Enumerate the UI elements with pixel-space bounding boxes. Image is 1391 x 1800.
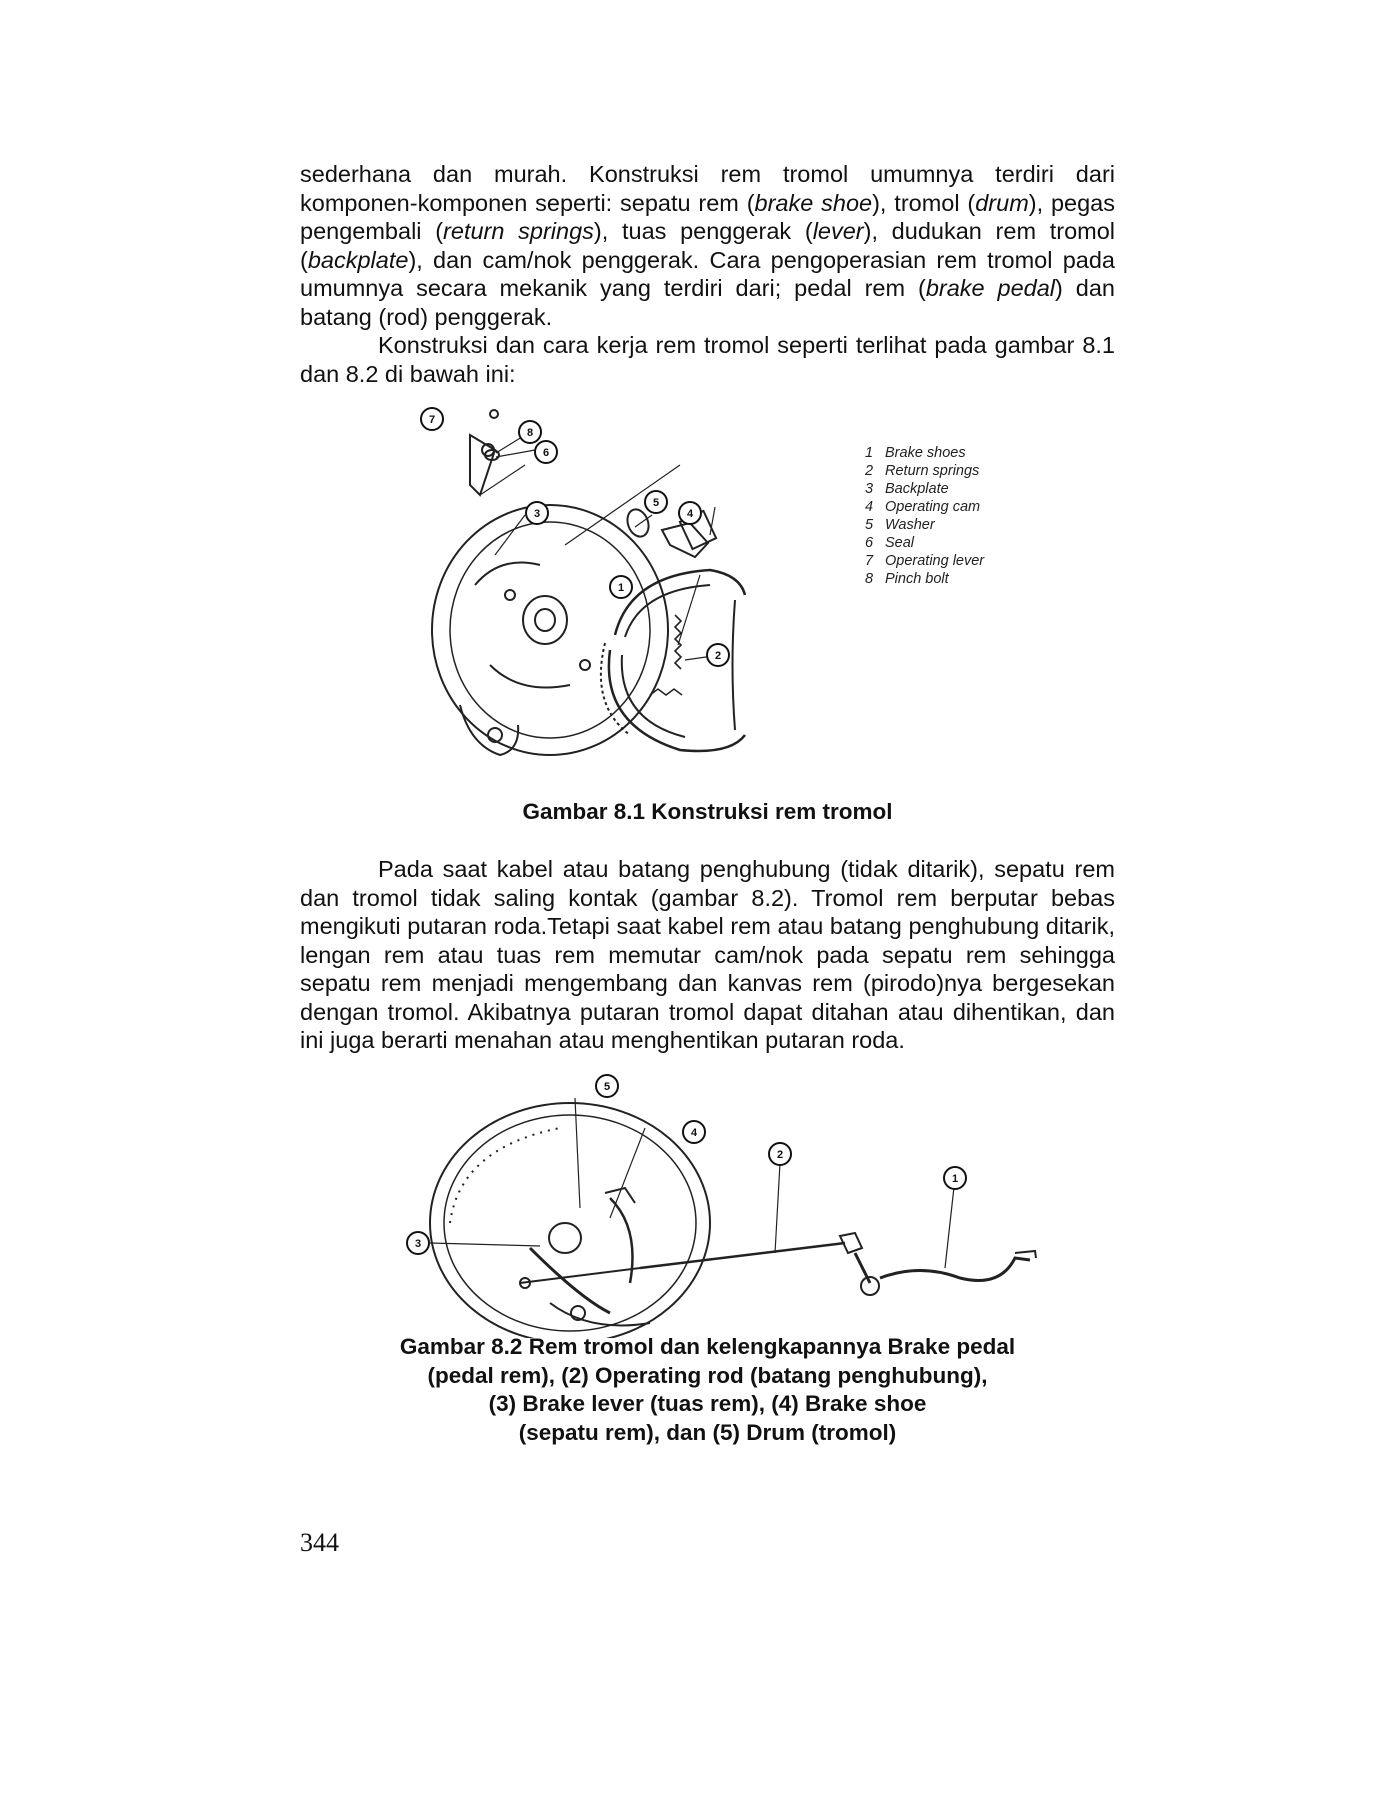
callout-6 <box>535 441 557 463</box>
svg-text:2: 2 <box>776 1149 784 1161</box>
caption-line: Gambar 8.2 Rem tromol dan kelengkapannya Brake pedal <box>399 1334 1016 1359</box>
legend-label: Seal <box>885 535 915 551</box>
callout-2 <box>769 1143 791 1165</box>
callout-2 <box>707 644 729 666</box>
callout-3 <box>407 1232 429 1254</box>
text-run: ), dan cam/nok penggerak. Cara pengoperasian rem tromol pada umumnya secara mekanik yang terdiri dari; pedal rem ( <box>300 246 1115 301</box>
legend-label: Operating lever <box>885 553 985 569</box>
svg-text:6: 6 <box>542 447 550 459</box>
paragraph-2: Konstruksi dan cara kerja rem tromol seperti terlihat pada gambar 8.1 dan 8.2 di bawah ini: <box>300 332 1115 387</box>
italic-term: drum <box>975 189 1029 216</box>
legend-label: Operating cam <box>885 499 981 515</box>
legend-num: 7 <box>865 553 874 569</box>
svg-text:5: 5 <box>652 497 660 509</box>
callout-4 <box>679 502 701 524</box>
text-run: ) dan batang (rod) penggerak. <box>300 275 1115 330</box>
callout-5 <box>596 1075 618 1097</box>
brake-lever-drawing <box>520 1248 650 1326</box>
svg-text:4: 4 <box>690 1127 698 1139</box>
callout-1 <box>944 1167 966 1189</box>
legend-label: Pinch bolt <box>885 571 949 587</box>
caption-line: (sepatu rem), dan (5) Drum (tromol) <box>518 1419 897 1445</box>
text-run: sederhana dan murah. Konstruksi rem tromol umumnya terdiri dari komponen-komponen seperti: sepatu rem ( <box>300 161 1115 216</box>
callout-4 <box>683 1121 705 1143</box>
svg-text:5: 5 <box>603 1081 611 1093</box>
svg-text:3: 3 <box>533 508 541 520</box>
paragraph-1 <box>300 160 1115 388</box>
cam-washer-drawing <box>624 506 716 557</box>
legend-num: 4 <box>865 499 874 515</box>
brake-pedal-drawing <box>840 1233 1036 1295</box>
italic-term: brake pedal <box>925 275 1056 301</box>
page-number: 344 <box>300 1528 339 1557</box>
callout-1 <box>610 576 632 598</box>
operating-rod-drawing <box>640 1243 845 1268</box>
figure-8-1-legend <box>864 445 985 587</box>
figure-8-1-drum-brake-exploded <box>400 405 1030 775</box>
legend-label: Backplate <box>885 481 949 497</box>
legend-label: Brake shoes <box>885 445 966 461</box>
legend-num: 5 <box>865 517 874 533</box>
svg-text:7: 7 <box>428 414 436 426</box>
legend-num: 1 <box>865 445 874 461</box>
caption-line: (3) Brake lever (tuas rem), (4) Brake shoe <box>488 1391 927 1416</box>
caption-line: (pedal rem), (2) Operating rod (batang penghubung), <box>427 1362 988 1388</box>
operating-lever-drawing <box>470 410 499 495</box>
legend-label: Washer <box>885 517 935 533</box>
italic-term: lever <box>812 218 864 244</box>
italic-term: brake shoe <box>754 189 873 216</box>
svg-text:3: 3 <box>414 1238 422 1250</box>
return-spring-drawing <box>675 615 681 669</box>
italic-term: return springs <box>443 218 594 244</box>
text-run: ), pegas pengembali ( <box>300 189 1115 244</box>
text-run: ), tromol ( <box>872 189 976 216</box>
figure-8-1-caption: Gambar 8.1 Konstruksi rem tromol <box>522 799 893 824</box>
legend-num: 2 <box>865 463 874 479</box>
legend-num: 3 <box>865 481 874 497</box>
legend-num: 6 <box>865 535 874 551</box>
svg-text:2: 2 <box>714 650 722 662</box>
italic-term: backplate <box>307 246 409 273</box>
svg-text:8: 8 <box>526 427 534 439</box>
figure-8-2-callouts <box>407 1075 966 1254</box>
text-run: ), dudukan rem tromol ( <box>300 218 1116 273</box>
drum-drawing <box>430 1103 710 1338</box>
svg-text:1: 1 <box>951 1173 959 1185</box>
paragraph-3: Pada saat kabel atau batang penghubung (tidak ditarik), sepatu rem dan tromol tidak saling kontak (gambar 8.2). Tromol rem berputar bebas mengikuti putaran roda.Tetapi saat kabel rem atau batang penghubung ditarik, lengan rem atau tuas rem memutar cam/nok pada sepatu rem sehingga sepatu rem menjadi mengembang dan kanvas rem (pirodo)nya bergesekan dengan tromol. Akibatnya putaran tromol dapat ditahan atau dihentikan, dan ini juga berarti menahan atau menghentikan putaran roda. <box>300 856 1115 1053</box>
svg-text:4: 4 <box>686 508 694 520</box>
figure-8-2-drum-brake-linkage <box>400 1068 1060 1338</box>
callout-8 <box>519 421 541 443</box>
legend-num: 8 <box>865 571 874 587</box>
callout-3 <box>526 502 548 524</box>
svg-text:1: 1 <box>617 582 625 594</box>
callout-7 <box>421 408 443 430</box>
callout-5 <box>645 491 667 513</box>
figure-8-1-callouts <box>421 408 729 666</box>
legend-label: Return springs <box>885 463 980 479</box>
backplate-drawing <box>432 505 668 755</box>
text-run: ), tuas penggerak ( <box>593 218 813 244</box>
figure-8-2-caption <box>300 1333 1115 1447</box>
